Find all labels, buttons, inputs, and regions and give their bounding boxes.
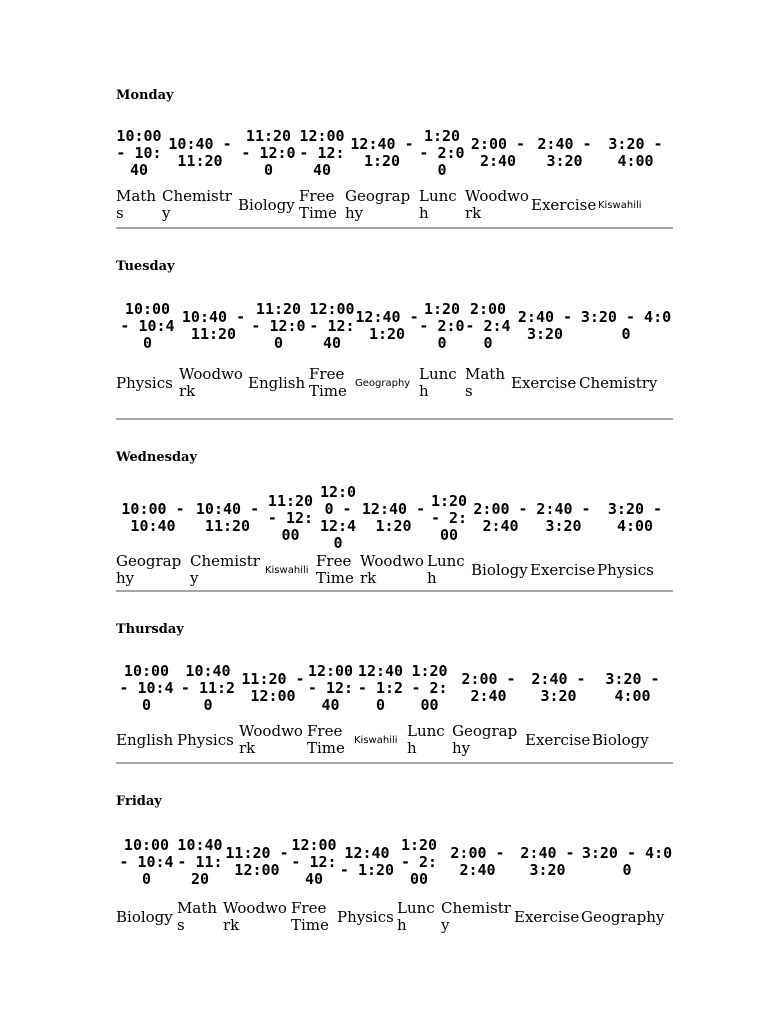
subject-cell: Free Time	[307, 722, 345, 757]
subject-cell: Maths	[465, 365, 505, 400]
subject-cell: Chemistry	[579, 373, 658, 392]
time-cell: 3:20 - 4:00	[581, 844, 673, 879]
subject-cell: Kiswahili	[598, 199, 642, 211]
subject-cell: Lunch	[427, 552, 465, 587]
time-cell: 2:40 - 3:20	[536, 500, 591, 535]
time-cell: 3:20 - 4:00	[605, 670, 660, 705]
time-cell: 12:40 - 1:20	[361, 500, 426, 535]
time-cell: 2:40 - 3:20	[520, 844, 575, 879]
time-cell: 10:40 - 11:20	[168, 135, 232, 170]
time-cell: 2:40 - 3:20	[517, 308, 573, 343]
subject-cell: Free Time	[291, 899, 329, 934]
subject-cell: Chemistry	[190, 552, 260, 587]
time-cell: 1:20 - 2:00	[411, 661, 448, 714]
time-cell: 3:20 - 4:00	[608, 135, 663, 170]
time-cell: 12:00 - 12:40	[299, 126, 345, 179]
subject-cell: Exercise	[530, 560, 596, 579]
subject-cell: Geography	[581, 907, 665, 926]
timetable	[116, 120, 673, 224]
subject-cell: Kiswahili	[265, 564, 309, 576]
subject-cell: English	[116, 730, 174, 749]
day-friday	[116, 794, 673, 944]
time-cell: 10:00 - 10:40	[119, 661, 174, 714]
time-cell: 12:00 - 12:40	[319, 484, 357, 552]
time-cell: 11:20 - 12:00	[267, 491, 314, 544]
timetable	[116, 291, 673, 405]
time-cell: 2:00 - 2:40	[450, 844, 505, 879]
time-cell: 12:40 - 1:20	[339, 844, 395, 879]
day-title: Wednesday	[116, 450, 198, 465]
time-cell: 10:40 - 11:20	[177, 835, 223, 888]
time-cell: 2:40 - 3:20	[531, 670, 586, 705]
time-cell: 12:00 - 12:40	[309, 299, 355, 352]
time-cell: 3:20 - 4:00	[580, 308, 672, 343]
subject-cell: Biology	[116, 907, 173, 926]
subject-cell: Woodwork	[360, 552, 424, 587]
subject-cell: Geography	[116, 552, 182, 587]
day-title: Tuesday	[116, 259, 175, 274]
divider	[116, 762, 673, 764]
subject-cell: Lunch	[419, 365, 457, 400]
subject-cell: Exercise	[525, 730, 591, 749]
time-cell: 10:00 - 10:40	[120, 299, 175, 352]
time-cell: 10:00 - 10:40	[116, 126, 162, 179]
subject-cell: Chemistry	[441, 899, 511, 934]
time-cell: 1:20 - 2:00	[419, 299, 465, 352]
time-cell: 1:20 - 2:00	[430, 491, 468, 544]
subject-cell: Chemistry	[162, 187, 232, 222]
time-cell: 10:40 - 11:20	[195, 500, 260, 535]
time-cell: 2:00 - 2:40	[473, 500, 528, 535]
subject-cell: English	[248, 373, 306, 392]
time-cell: 11:20 - 12:00	[241, 670, 305, 705]
subject-cell: Woodwork	[223, 899, 287, 934]
subject-cell: Physics	[597, 560, 654, 579]
time-cell: 11:20 - 12:00	[225, 844, 289, 879]
time-cell: 1:20 - 2:00	[400, 835, 438, 888]
time-cell: 2:00 - 2:40	[461, 670, 516, 705]
divider	[116, 590, 673, 592]
subject-cell: Woodwork	[465, 187, 529, 222]
time-cell: 12:00 - 12:40	[307, 661, 354, 714]
subject-cell: Free Time	[299, 187, 337, 222]
subject-cell: Maths	[116, 187, 156, 222]
subject-cell: Exercise	[531, 195, 597, 214]
subject-cell: Exercise	[511, 373, 577, 392]
subject-cell: Free Time	[309, 365, 347, 400]
subject-cell: Biology	[592, 730, 649, 749]
day-title: Thursday	[116, 622, 184, 637]
subject-cell: Physics	[337, 907, 394, 926]
time-cell: 11:20 - 12:00	[251, 299, 306, 352]
subject-cell: Kiswahili	[354, 734, 398, 746]
timetable	[116, 484, 673, 588]
time-cell: 10:00 - 10:40	[121, 500, 185, 535]
subject-cell: Biology	[238, 195, 295, 214]
subject-cell: Lunch	[419, 187, 457, 222]
day-tuesday	[116, 259, 673, 423]
time-cell: 11:20 - 12:00	[241, 126, 296, 179]
time-cell: 12:00 - 12:40	[291, 835, 337, 888]
time-cell: 12:40 - 1:20	[350, 135, 414, 170]
subject-cell: Physics	[177, 730, 234, 749]
time-cell: 2:00 - 2:40	[470, 135, 526, 170]
time-cell: 12:40 - 1:20	[357, 661, 404, 714]
day-title: Friday	[116, 794, 162, 809]
subject-cell: Biology	[471, 560, 528, 579]
subject-cell: Geography	[452, 722, 518, 757]
day-title: Monday	[116, 88, 174, 103]
subject-cell: Woodwork	[179, 365, 243, 400]
day-wednesday	[116, 450, 673, 595]
subject-cell: Physics	[116, 373, 173, 392]
time-cell: 10:40 - 11:20	[180, 661, 236, 714]
time-cell: 1:20 - 2:00	[419, 126, 465, 179]
time-cell: 12:40 - 1:20	[355, 308, 419, 343]
timetable	[116, 826, 673, 936]
day-monday	[116, 88, 673, 233]
subject-cell: Lunch	[397, 899, 435, 934]
time-cell: 3:20 - 4:00	[607, 500, 663, 535]
subject-cell: Free Time	[316, 552, 354, 587]
day-thursday	[116, 622, 673, 767]
timetable	[116, 654, 673, 758]
subject-cell: Geography	[355, 377, 411, 389]
subject-cell: Geography	[345, 187, 411, 222]
time-cell: 10:40 - 11:20	[181, 308, 246, 343]
time-cell: 10:00 - 10:40	[119, 835, 174, 888]
divider	[116, 418, 673, 420]
time-cell: 2:40 - 3:20	[537, 135, 592, 170]
divider	[116, 227, 673, 229]
subject-cell: Exercise	[514, 907, 580, 926]
subject-cell: Lunch	[407, 722, 445, 757]
subject-cell: Woodwork	[239, 722, 303, 757]
time-cell: 2:00 - 2:40	[465, 299, 511, 352]
subject-cell: Maths	[177, 899, 217, 934]
